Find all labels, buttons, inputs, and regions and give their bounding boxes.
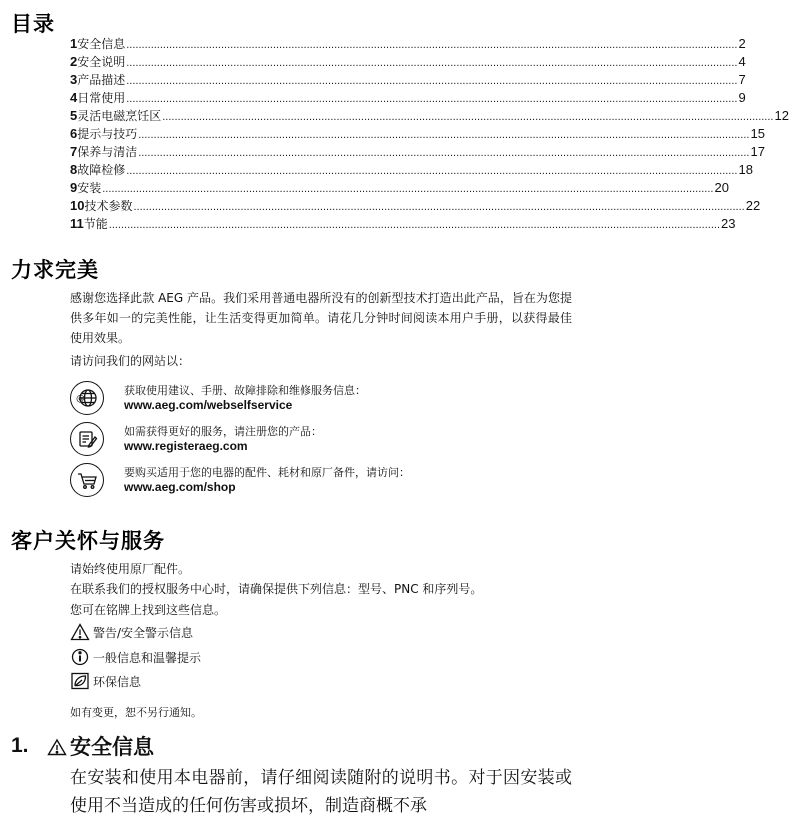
toc-entry[interactable]: [70, 197, 761, 215]
visit-label: 请访问我们的网站以：: [70, 354, 191, 368]
toc-leader-dots: ........................................................................................................................................................................................................: [126, 93, 738, 105]
toc-entry-number: 5: [70, 108, 78, 123]
perfection-intro: 感谢您选择此款 AEG 产品。我们采用普通电器所没有的创新型技术打造出此产品，旨在为您提供多年如一的完美性能，让生活变得更加简单。请花几分钟时间阅读本用户手册，以获得最佳使用效果。: [70, 291, 572, 345]
toc-entry-page: 22: [745, 198, 761, 213]
toc-entry[interactable]: [70, 215, 736, 233]
toc-entry-number: 11: [70, 216, 84, 231]
toc-entry[interactable]: [70, 53, 746, 71]
safety-heading: [11, 731, 154, 761]
toc-entry-title: 产品描述: [77, 73, 126, 87]
link-item-register: [70, 422, 570, 460]
webselfservice-link[interactable]: www.aeg.com/webselfservice: [124, 398, 293, 412]
leaf-icon: [70, 672, 90, 690]
toc-entry-title: 安装: [77, 181, 102, 195]
toc-entry[interactable]: [70, 107, 789, 125]
leaf-label: 环保信息: [93, 674, 142, 689]
toc-entry-page: 23: [721, 216, 736, 231]
link-desc: 获取使用建议、手册、故障排除和维修服务信息：: [124, 384, 366, 397]
cart-icon: [70, 463, 104, 497]
toc-entry-page: 20: [714, 180, 729, 195]
link-item-shop: [70, 463, 570, 501]
safety-title: 安全信息: [70, 735, 154, 759]
warning-icon: [47, 737, 67, 755]
link-desc: 要购买适用于您的电器的配件、耗材和原厂备件，请访问：: [124, 466, 410, 479]
toc-leader-dots: ........................................................................................................................................................................................................: [126, 75, 738, 87]
toc-entry-page: 17: [750, 144, 765, 159]
table-of-contents: [70, 35, 789, 233]
toc-entry[interactable]: [70, 71, 746, 89]
care-line-3: 您可在铭牌上找到这些信息。: [70, 603, 227, 617]
change-notice: 如有变更，恕不另行通知。: [70, 706, 202, 719]
toc-entry-page: 9: [738, 90, 746, 105]
toc-entry-number: 6: [70, 126, 78, 141]
toc-entry-title: 保养与清洁: [77, 145, 138, 159]
toc-leader-dots: ........................................................................................................................................................................................................: [126, 165, 738, 177]
toc-entry-title: 安全信息: [77, 37, 126, 51]
toc-leader-dots: ........................................................................................................................................................................................................: [138, 147, 750, 159]
care-line-2: 在联系我们的授权服务中心时，请确保提供下列信息：型号、PNC 和序列号。: [70, 582, 483, 596]
toc-leader-dots: ........................................................................................................................................................................................................: [126, 57, 738, 69]
info-icon: [70, 648, 90, 666]
toc-entry-number: 1: [70, 36, 78, 51]
toc-entry[interactable]: [70, 179, 729, 197]
safety-text: 在安装和使用本电器前，请仔细阅读随附的说明书。对于因安装或使用不当造成的任何伤害或损坏，制造商概不承: [70, 768, 572, 816]
section-number: 1.: [11, 734, 29, 757]
toc-entry-title: 灵活电磁烹饪区: [77, 109, 162, 123]
link-item-webselfservice: [70, 381, 570, 419]
care-heading: 客户关怀与服务: [11, 529, 165, 553]
toc-leader-dots: ........................................................................................................................................................................................................: [133, 201, 745, 213]
toc-entry-page: 18: [738, 162, 753, 177]
toc-entry-page: 4: [738, 54, 746, 69]
toc-entry[interactable]: [70, 89, 746, 107]
toc-entry-page: 2: [738, 36, 746, 51]
toc-entry-number: 8: [70, 162, 78, 177]
toc-entry[interactable]: [70, 161, 753, 179]
warning-icon: [70, 623, 90, 641]
toc-entry-title: 提示与技巧: [77, 127, 138, 141]
register-icon: [70, 422, 104, 456]
care-line-1: 请始终使用原厂配件。: [70, 562, 191, 576]
warning-label: 警告/安全警示信息: [93, 625, 194, 640]
toc-leader-dots: ........................................................................................................................................................................................................: [126, 39, 738, 51]
toc-entry-page: 12: [774, 108, 789, 123]
toc-entry-number: 3: [70, 72, 78, 87]
perfection-heading: 力求完美: [11, 258, 99, 282]
toc-entry-page: 7: [738, 72, 746, 87]
svg-text:@: @: [76, 394, 85, 404]
info-label: 一般信息和温馨提示: [93, 650, 202, 665]
link-desc: 如需获得更好的服务，请注册您的产品：: [124, 425, 322, 438]
toc-entry-number: 4: [70, 90, 78, 105]
toc-entry-title: 故障检修: [77, 163, 126, 177]
toc-entry[interactable]: [70, 143, 765, 161]
toc-leader-dots: ........................................................................................................................................................................................................: [138, 129, 750, 141]
globe-icon: [70, 381, 104, 415]
toc-entry-number: 7: [70, 144, 78, 159]
toc-leader-dots: ........................................................................................................................................................................................................: [108, 219, 720, 231]
toc-leader-dots: ........................................................................................................................................................................................................: [102, 183, 714, 195]
toc-entry[interactable]: [70, 125, 765, 143]
symbol-info-row: [70, 647, 201, 667]
toc-heading: 目录: [11, 12, 55, 36]
toc-entry-number: 10: [70, 198, 85, 213]
toc-entry-title: 技术参数: [84, 199, 133, 213]
toc-entry-number: 9: [70, 180, 78, 195]
register-link[interactable]: www.registeraeg.com: [124, 439, 248, 453]
symbol-warning-row: [70, 622, 193, 642]
toc-entry-title: 日常使用: [77, 91, 126, 105]
symbol-leaf-row: [70, 671, 141, 691]
toc-entry-title: 安全说明: [77, 55, 126, 69]
toc-entry-title: 节能: [83, 217, 108, 231]
toc-entry-number: 2: [70, 54, 78, 69]
shop-link[interactable]: www.aeg.com/shop: [124, 480, 236, 494]
toc-entry-page: 15: [750, 126, 765, 141]
toc-entry[interactable]: [70, 35, 746, 53]
toc-leader-dots: ........................................................................................................................................................................................................: [162, 111, 774, 123]
